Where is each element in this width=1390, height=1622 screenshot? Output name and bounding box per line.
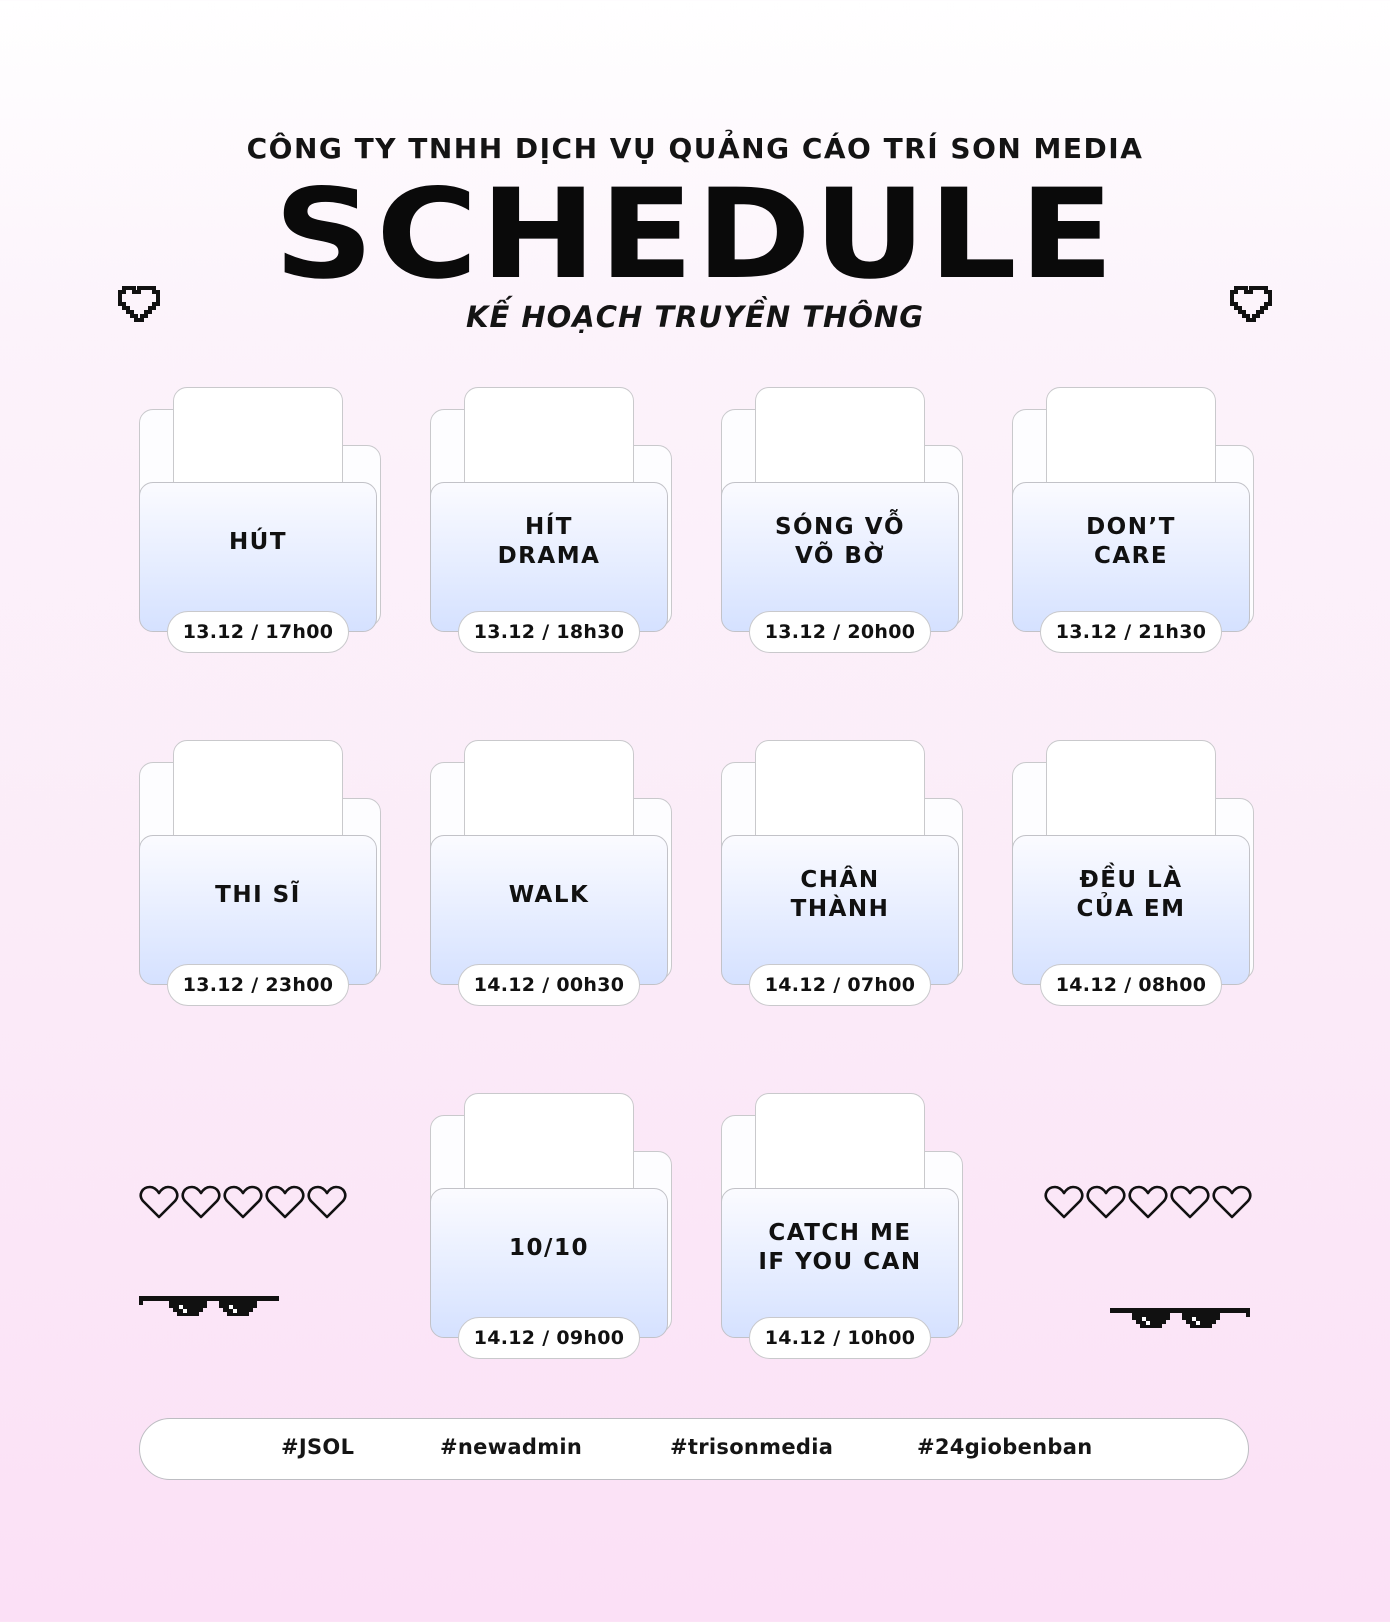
heart-outline-icon [1212,1184,1252,1220]
card-time-pill: 14.12 / 07h00 [749,964,931,1006]
company-name: CÔNG TY TNHH DỊCH VỤ QUẢNG CÁO TRÍ SON MEDIA [246,132,1144,165]
schedule-card[interactable] [1012,740,1252,1020]
page-title: SCHEDULE [273,163,1117,307]
heart-outline-icon [139,1184,179,1220]
card-title: 10/10 [509,1234,589,1261]
heart-outline-icon [1128,1184,1168,1220]
heart-outline-icon [307,1184,347,1220]
card-time-pill: 14.12 / 00h30 [458,964,640,1006]
card-folder-front [430,835,668,985]
hashtag-bar [139,1418,1249,1480]
card-time-pill: 13.12 / 21h30 [1040,611,1222,653]
card-title: CHÂN THÀNH [790,867,890,922]
heart-outline-icon [1086,1184,1126,1220]
card-time-pill: 13.12 / 20h00 [749,611,931,653]
schedule-card[interactable] [430,1093,670,1373]
card-folder-front [1012,482,1250,632]
card-folder-front [430,482,668,632]
card-title: DON’T CARE [1086,514,1176,569]
pixel-heart-icon [116,284,162,326]
card-folder-front [721,835,959,985]
card-time-pill: 13.12 / 17h00 [167,611,349,653]
card-title: ĐỀU LÀ CỦA EM [1076,867,1186,922]
pixel-sunglasses-icon [1110,1306,1250,1336]
heart-outline-icon [265,1184,305,1220]
heart-outline-icon [1170,1184,1210,1220]
card-title: SÓNG VỖ VÕ BỜ [774,514,906,569]
card-folder-front [430,1188,668,1338]
card-folder-front [721,482,959,632]
schedule-card[interactable] [430,387,670,667]
card-title: THI SĨ [215,881,301,908]
card-title: WALK [508,881,590,908]
card-time-pill: 14.12 / 09h00 [458,1317,640,1359]
card-folder-front [139,482,377,632]
schedule-card[interactable] [721,1093,961,1373]
heart-outline-icon [223,1184,263,1220]
hearts-row-right [1044,1184,1252,1220]
card-folder-front [139,835,377,985]
schedule-card[interactable] [139,740,379,1020]
card-time-pill: 14.12 / 10h00 [749,1317,931,1359]
heart-outline-icon [181,1184,221,1220]
page-subtitle: KẾ HOẠCH TRUYỀN THÔNG [465,300,924,334]
schedule-card[interactable] [721,740,961,1020]
schedule-card[interactable] [1012,387,1252,667]
card-title: CATCH ME IF YOU CAN [758,1220,922,1275]
card-time-pill: 14.12 / 08h00 [1040,964,1222,1006]
hashtag-jsol[interactable]: #JSOL [281,1435,355,1459]
hearts-row-left [139,1184,347,1220]
card-folder-front [1012,835,1250,985]
card-time-pill: 13.12 / 18h30 [458,611,640,653]
schedule-card[interactable] [139,387,379,667]
schedule-card[interactable] [721,387,961,667]
heart-outline-icon [1044,1184,1084,1220]
pixel-sunglasses-icon [139,1294,279,1324]
card-title: HÚT [228,528,288,555]
hashtag-newadmin[interactable]: #newadmin [440,1435,583,1459]
schedule-card[interactable] [430,740,670,1020]
card-time-pill: 13.12 / 23h00 [167,964,349,1006]
card-folder-front [721,1188,959,1338]
hashtag-24giobenban[interactable]: #24giobenban [917,1435,1093,1459]
card-title: HÍT DRAMA [497,514,601,569]
hashtag-trisonmedia[interactable]: #trisonmedia [670,1435,834,1459]
pixel-heart-icon [1228,284,1274,326]
